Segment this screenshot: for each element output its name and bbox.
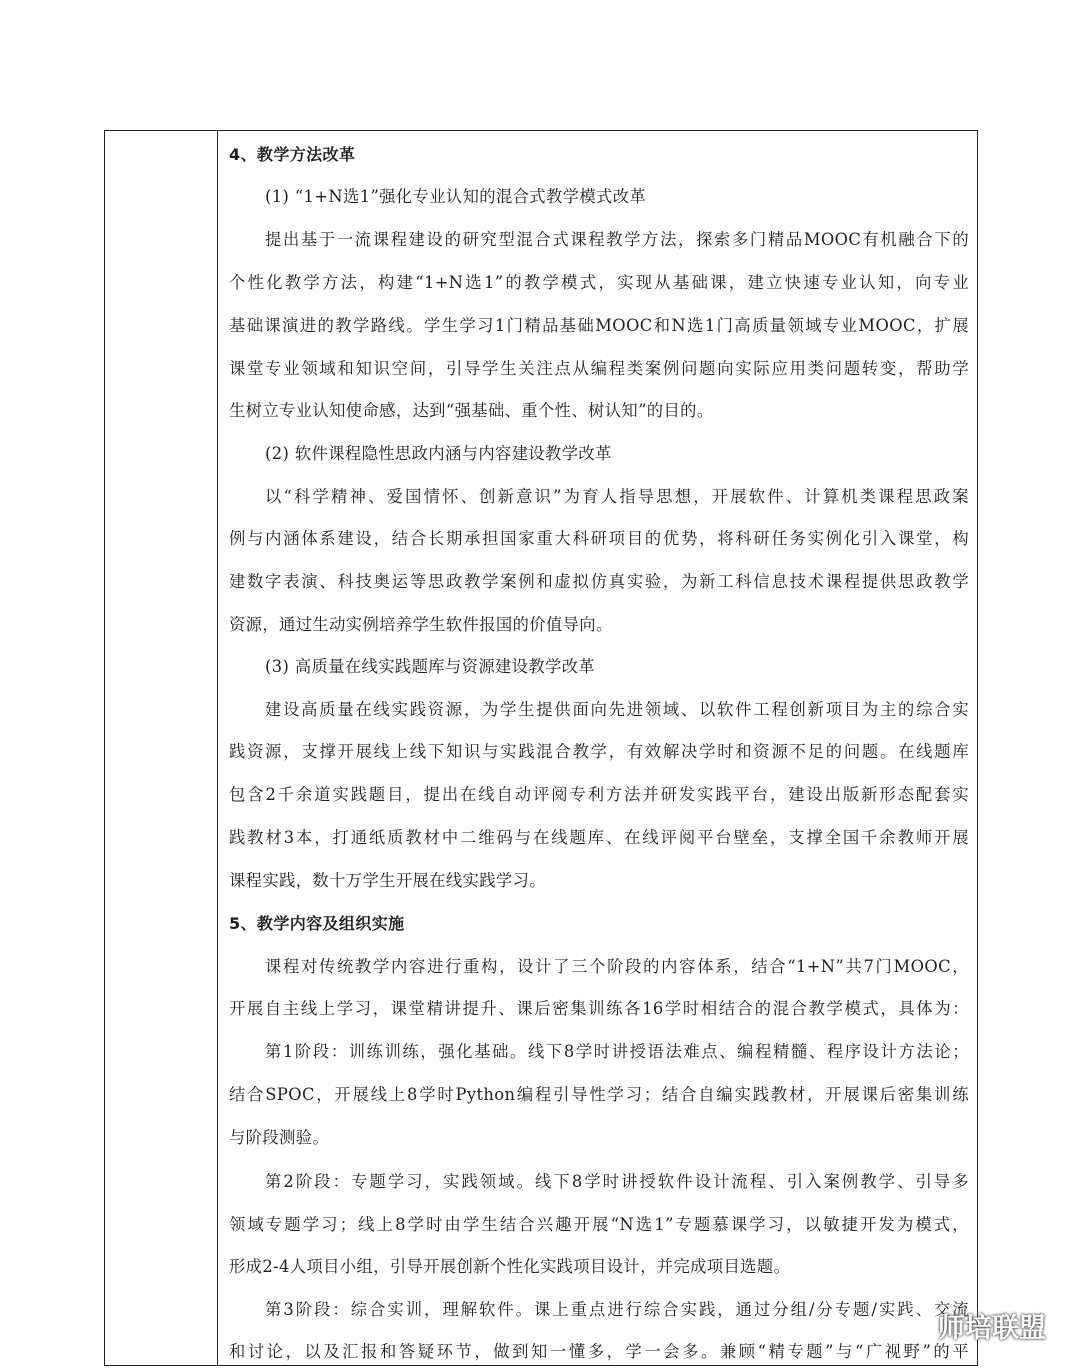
paragraph-line: 例与内涵体系建设，结合长期承担国家重大科研项目的优势，将科研任务实例化引入课堂，构 xyxy=(229,529,969,548)
paragraph-line: 课程对传统教学内容进行重构，设计了三个阶段的内容体系，结合“1+N”共7门MOOC， xyxy=(265,957,969,976)
paragraph-line: 建设高质量在线实践资源，为学生提供面向先进领域、以软件工程创新项目为主的综合实 xyxy=(265,700,969,719)
paragraph-line: 包含2千余道实践题目，提出在线自动评阅专利方法并研发实践平台，建设出版新形态配套实 xyxy=(229,785,969,804)
paragraph-line: 提出基于一流课程建设的研究型混合式课程教学方法，探索多门精品MOOC有机融合下的 xyxy=(265,230,969,249)
paragraph-line: 践教材3本，打通纸质教材中二维码与在线题库、在线评阅平台壁垒，支撑全国千余教师开展 xyxy=(229,828,969,847)
paragraph-line: 资源，通过生动实例培养学生软件报国的价值导向。 xyxy=(229,615,613,634)
paragraph-line: 结合SPOC，开展线上8学时Python编程引导性学习；结合自编实践教材，开展课后密集训练 xyxy=(229,1085,969,1104)
paragraph-line: 与阶段测验。 xyxy=(229,1128,330,1147)
document-table xyxy=(104,130,978,1366)
paragraph-line: 第3阶段：综合实训，理解软件。课上重点进行综合实践，通过分组/分专题/实践、交流 xyxy=(265,1300,969,1319)
paragraph-line: 基础课演进的教学路线。学生学习1门精品基础MOOC和N选1门高质量领域专业MOOC，扩展 xyxy=(229,316,969,335)
paragraph-line: 课堂专业领域和知识空间，引导学生关注点从编程类案例问题向实际应用类问题转变，帮助学 xyxy=(229,359,969,378)
paragraph-line: 形成2-4人项目小组，引导开展创新个性化实践项目设计，并完成项目选题。 xyxy=(229,1257,791,1276)
paragraph-line: 第1阶段：训练训练，强化基础。线下8学时讲授语法难点、编程精髓、程序设计方法论； xyxy=(265,1042,969,1061)
paragraph-line: 践资源，支撑开展线上线下知识与实践混合教学，有效解决学时和资源不足的问题。在线题库 xyxy=(229,742,969,761)
paragraph-line: 生树立专业认知使命感，达到“强基础、重个性、树认知”的目的。 xyxy=(229,401,714,420)
paragraph-line: 领域专题学习；线上8学时由学生结合兴趣开展“N选1”专题慕课学习，以敏捷开发为模式， xyxy=(229,1215,969,1234)
paragraph-line: 建数字表演、科技奥运等思政教学案例和虚拟仿真实验，为新工科信息技术课程提供思政教学 xyxy=(229,572,969,591)
paragraph-line: 第2阶段：专题学习，实践领域。线下8学时讲授软件设计流程、引入案例教学、引导多 xyxy=(265,1172,969,1191)
paragraph-line: (3) 高质量在线实践题库与资源建设教学改革 xyxy=(265,657,596,676)
paragraph-line: (2) 软件课程隐性思政内涵与内容建设教学改革 xyxy=(265,444,612,463)
paragraph-line: 开展自主线上学习，课堂精讲提升、课后密集训练各16学时相结合的混合教学模式，具体为： xyxy=(229,999,969,1018)
paragraph-line: 以“科学精神、爱国情怀、创新意识”为育人指导思想，开展软件、计算机类课程思政案 xyxy=(265,487,969,506)
watermark xyxy=(898,1306,1046,1345)
paragraph-line: 课程实践，数十万学生开展在线实践学习。 xyxy=(229,871,546,890)
paragraph-line: 个性化教学方法，构建“1+N选1”的教学模式，实现从基础课，建立快速专业认知，向专业 xyxy=(229,273,969,292)
section-heading: 4、教学方法改革 xyxy=(229,145,356,164)
section-heading: 5、教学内容及组织实施 xyxy=(229,914,405,933)
paragraph-line: (1) “1+N选1”强化专业认知的混合式教学模式改革 xyxy=(265,187,647,206)
watermark-text: 师培联盟 xyxy=(938,1313,1046,1344)
wechat-icon xyxy=(898,1312,932,1340)
table-left-column xyxy=(105,131,218,1365)
paragraph-line: 和讨论，以及汇报和答疑环节，做到知一懂多，学一会多。兼顾“精专题”与“广视野”的平 xyxy=(229,1342,969,1361)
